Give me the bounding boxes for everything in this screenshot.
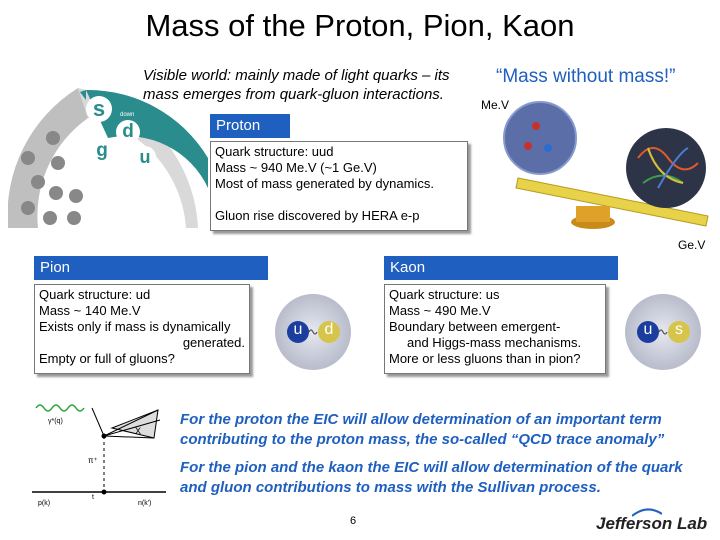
diagram-n-label: n(k') <box>138 500 152 507</box>
intro-text: Visible world: mainly made of light quarks – its mass emerges from quark-gluon interactions. <box>143 67 450 103</box>
page-number: 6 <box>350 515 357 527</box>
diagram-gamma-label: γ*(q) <box>48 418 63 425</box>
logo-part1: Jefferson <box>596 514 673 533</box>
kaon-mass-origin-cont: and Higgs-mass mechanisms. <box>407 335 582 350</box>
proton-info-box <box>210 141 468 231</box>
gluon-label: gluon <box>92 166 107 172</box>
pion-sphere-graphic <box>272 292 354 372</box>
strange-quark-badge: s <box>86 96 112 122</box>
diagram-p-label: p(k) <box>38 500 51 507</box>
strange-label: strange <box>88 85 109 91</box>
kaon-quark-s: s <box>675 321 683 338</box>
scale-right-unit: Ge.V <box>678 238 706 252</box>
proton-mass-origin: Most of mass generated by dynamics. <box>215 176 434 191</box>
proton-label: Proton <box>210 114 290 138</box>
kaon-quark-u: u <box>643 321 653 338</box>
pion-mass: Mass ~ 140 Me.V <box>39 303 141 318</box>
logo-part2: Lab <box>676 514 708 533</box>
pion-label: Pion <box>34 256 268 280</box>
down-quark-badge: d <box>116 120 140 144</box>
kaon-sphere-graphic <box>622 292 704 372</box>
slide-title: Mass of the Proton, Pion, Kaon <box>145 8 575 43</box>
gluon-badge: g <box>90 140 114 164</box>
pion-mass-origin-cont: generated. <box>182 335 245 350</box>
down-label: down <box>120 112 135 118</box>
kaon-gluon-question: More or less gluons than in pion? <box>389 351 581 366</box>
kaon-mass-origin: Boundary between emergent- <box>389 319 561 334</box>
proton-eic-statement: For the proton the EIC will allow determination of an important term contributing to the proton mass, the so-called “QCD trace anomaly” <box>180 411 665 448</box>
diagram-x-label: X <box>135 426 142 436</box>
diagram-t-label: t <box>92 494 94 501</box>
pion-quark-structure: Quark structure: ud <box>39 287 151 302</box>
up-quark-badge: u <box>134 146 156 168</box>
kaon-label: Kaon <box>384 256 618 280</box>
seesaw-graphic <box>488 88 720 238</box>
logo-swoosh <box>632 508 662 518</box>
pion-quark-d: d <box>324 321 334 338</box>
kaon-info-box <box>384 284 606 374</box>
up-label: up <box>138 168 145 174</box>
diagram-pi-label: π⁺ <box>88 456 98 465</box>
proton-gluon-rise: Gluon rise discovered by HERA e-p <box>215 208 420 223</box>
pion-gluon-question: Empty or full of gluons? <box>39 351 175 366</box>
pion-kaon-eic-statement: For the pion and the kaon the EIC will allow determination of the quark and gluon contributions to mass with the Sullivan process. <box>180 459 683 496</box>
pion-mass-origin: Exists only if mass is dynamically <box>39 319 231 334</box>
scale-left-unit: Me.V <box>481 98 510 112</box>
kaon-quark-structure: Quark structure: us <box>389 287 500 302</box>
pion-quark-u: u <box>293 321 303 338</box>
pion-info-box <box>34 284 250 374</box>
kaon-mass: Mass ~ 490 Me.V <box>389 303 491 318</box>
proton-mass: Mass ~ 940 Me.V (~1 Ge.V) <box>215 160 377 175</box>
mass-without-mass-quote: “Mass without mass!” <box>496 66 676 87</box>
proton-quark-structure: Quark structure: uud <box>215 144 334 159</box>
